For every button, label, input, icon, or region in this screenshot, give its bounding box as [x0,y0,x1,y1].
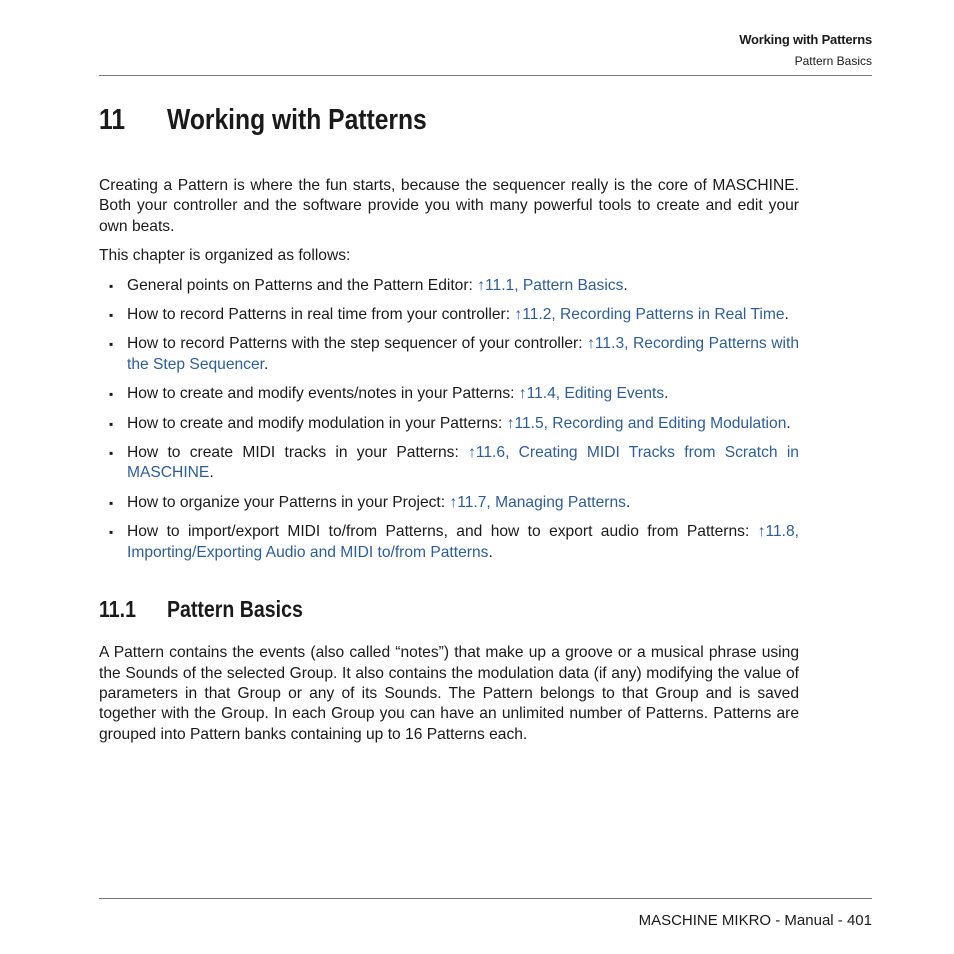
bullet-icon: ▪ [109,416,114,431]
list-item [99,276,799,296]
list-item-end: . [623,276,628,294]
list-item-text: How to organize your Patterns in your Project: [127,493,450,511]
list-item-text: How to create and modify modulation in your Patterns: [127,414,507,432]
cross-reference-link[interactable]: ↑11.1, Pattern Basics [477,276,624,294]
list-item [99,305,799,325]
section-number: 11.1 [99,596,136,623]
chapter-title [99,100,427,140]
cross-reference-link[interactable]: ↑11.2, Recording Patterns in Real Time [514,306,785,324]
cross-reference-link[interactable]: ↑11.6, Creating MIDI Tracks from Scratch in MASCHINE [127,444,799,482]
page-footer: MASCHINE MIKRO - Manual - 401 [638,912,872,929]
bullet-icon: ▪ [109,495,114,510]
list-item-text: How to create MIDI tracks in your Patterns: [127,444,469,462]
bullet-icon: ▪ [109,278,114,293]
running-head-section: Pattern Basics [794,54,872,68]
list-item-text: How to import/export MIDI to/from Patterns, and how to export audio from Patterns: [127,523,758,541]
chapter-contents-list [99,276,799,563]
running-head-chapter: Working with Patterns [739,32,872,47]
bullet-icon: ▪ [109,387,114,402]
list-item-text: How to record Patterns in real time from your controller: [127,306,515,324]
list-item-end: . [786,414,791,432]
list-item-text: How to record Patterns with the step sequencer of your controller: [127,335,588,353]
section-paragraph: A Pattern contains the events (also called “notes”) that make up a groove or a musical phrase using the Sounds of the selected Group. It also contains the modulation data (if any) modifying the value of parameters in that Group or any of its Sounds. The Pattern belongs to that Group and is saved together with the Group. In each Group you can have an unlimited number of Patterns. Patterns are grouped into Pattern banks containing up to 16 Patterns each. [99,644,799,743]
bullet-icon: ▪ [109,337,114,352]
list-item-end: . [664,385,669,403]
bullet-icon: ▪ [109,308,114,323]
list-item-end: . [488,543,493,561]
page-content [99,176,799,745]
list-item-end: . [784,306,789,324]
cross-reference-link[interactable]: ↑11.4, Editing Events [518,385,665,403]
cross-reference-link[interactable]: ↑11.5, Recording and Editing Modulation [506,414,787,432]
chapter-number: 11 [99,104,126,136]
cross-reference-link[interactable]: ↑11.8, Importing/Exporting Audio and MIDI to/from Patterns [127,523,799,561]
list-item [99,443,799,484]
section-title [99,593,694,625]
list-item-text: General points on Patterns and the Pattern Editor: [127,276,478,294]
footer-rule [99,898,872,899]
list-item [99,334,799,375]
list-item [99,414,799,434]
intro-lead-in: This chapter is organized as follows: [99,247,351,265]
section-title-text: Pattern Basics [167,596,303,623]
list-item-end: . [625,493,631,511]
bullet-icon: ▪ [109,525,114,540]
list-item-end: . [264,355,269,373]
chapter-title-text: Working with Patterns [167,104,427,136]
cross-reference-link[interactable]: ↑11.3, Recording Patterns with the Step Sequencer [127,335,800,373]
intro-paragraph: Creating a Pattern is where the fun starts, because the sequencer really is the core of MASCHINE. Both your controller and the software provide you with many powerful tools to create and edit your own beats. [99,177,799,235]
list-item-end: . [209,464,214,482]
list-item [99,493,799,513]
list-item-text: How to create and modify events/notes in your Patterns: [127,385,519,403]
running-head [739,31,872,70]
header-rule [99,75,872,76]
list-item [99,384,799,404]
list-item [99,522,799,563]
cross-reference-link[interactable]: ↑11.7, Managing Patterns [449,493,626,511]
bullet-icon: ▪ [109,446,114,461]
